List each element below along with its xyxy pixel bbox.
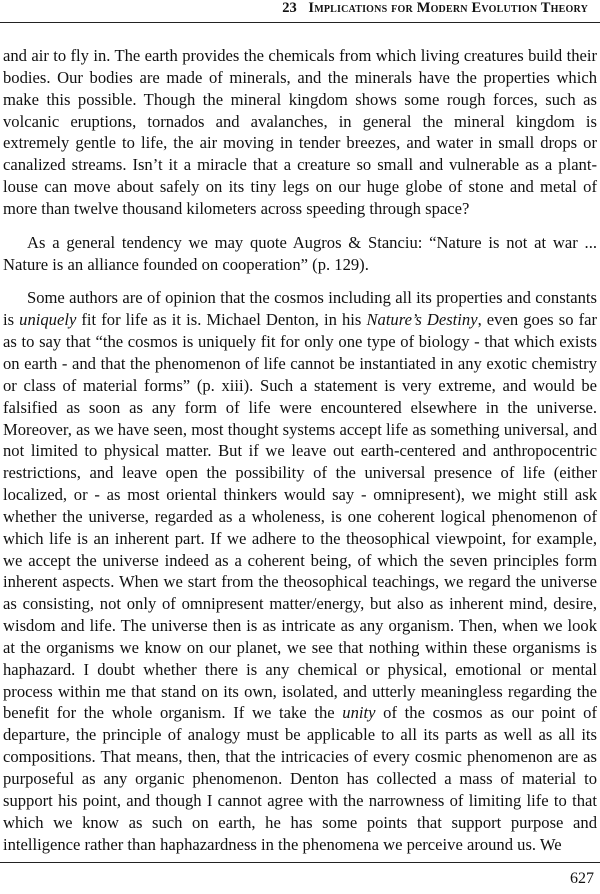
paragraph-1: and air to fly in. The earth provides the chemicals from which living creatures build their bodies. Our bodies are made of minerals, and the minerals have the properties which make this possible. Though the mineral kingdom shows some rough forces, such as volcanic eruptions, tornados and avalanches, in general the mineral kingdom is extremely gentle to life, the air moving in tender breezes, and water in small drops or canalized streams. Isn’t it a miracle that a creature so small and vulnerable as a plant-louse can move about safely on its tiny legs on our huge globe of stone and metal of more than twelve thousand kilometers across speeding through space? bbox=[3, 46, 597, 218]
body-text bbox=[3, 45, 597, 867]
paragraph-3-text: fit for life as it is. Michael Denton, in his bbox=[76, 310, 367, 330]
paragraph-3-text: of the cosmos as our point of departure, the principle of analogy must be applicable to all its parts as well as all its compositions. That means, then, that the intricacies of every cosmic phenomenon are as purposeful as any organic phenomenon. Denton has collected a mass of material to support his point, and though I cannot agree with the narrowness of limiting life to that which we know as such on earth, he has some points that support purpose and intelligence rather than haphazardness in the phenomena we perceive around us. We bbox=[3, 703, 598, 854]
paragraph-3-text: , even goes so far as to say that “the cosmos is uniquely fit for only one type of biology - that which exists on earth - and that the phenomenon of life cannot be instantiated in any exotic chemistry or class of material forms” (p. xiii). Such a statement is very extreme, and would be falsified as soon as any form of life were encountered elsewhere in the universe. Moreover, as we have seen, most thought systems accept life as something universal, and not limited to physical matter. But if we leave out earth-centered and anthropocentric restrictions, and leave open the possibility of the universal presence of life (either localized, or - as most oriental thinkers would say - omnipresent), we might still ask whether the universe, regarded as a wholeness, is one coherent logical phenomenon of which life is an inherent part. If we adhere to the theosophical viewpoint, for example, we accept the universe indeed as a coherent being, of which the seven principles form inherent aspects. When we start from the theosophical teachings, we regard the universe as consisting, not only of omnipresent matter/energy, but also as inherent mind, desire, wisdom and life. The universe then is as intricate as any organism. Then, when we look at the organisms we know on our planet, we see that nothing within these organisms is haphazard. I doubt whether there is any chemical or physical, emotional or mental process within me that stand on its own, isolated, and utterly meaningless regarding the benefit for the whole organism. If we take the bbox=[3, 310, 597, 723]
emphasis-uniquely: uniquely bbox=[19, 310, 77, 330]
footer-rule bbox=[0, 862, 600, 863]
header-rule bbox=[0, 22, 600, 23]
paragraph-3-text: Some authors are of opinion that the cosmos including all its properties and constants is bbox=[3, 288, 597, 330]
book-title-natures-destiny: Nature’s Destiny bbox=[366, 310, 478, 330]
chapter-number: 23 bbox=[282, 0, 297, 16]
emphasis-unity: unity bbox=[342, 703, 376, 723]
running-head bbox=[12, 0, 588, 22]
paragraph-2: As a general tendency we may quote Augros & Stanciu: “Nature is not at war ... Nature is an alliance founded on cooperation” (p. 129). bbox=[3, 232, 597, 274]
page-number: 627 bbox=[570, 870, 594, 887]
paragraph-3 bbox=[3, 287, 597, 855]
chapter-title: Implications for Modern Evolution Theory bbox=[308, 0, 588, 16]
